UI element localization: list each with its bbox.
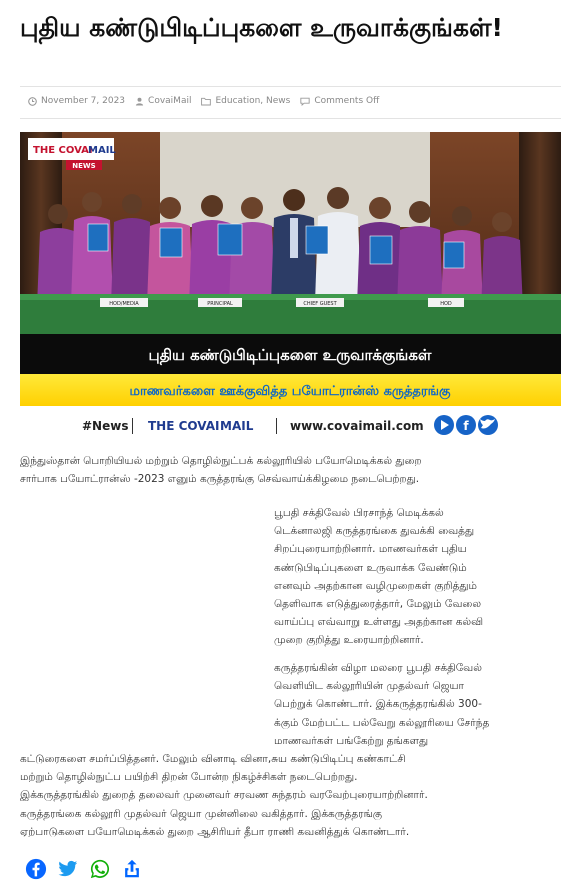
user-icon bbox=[135, 97, 144, 106]
paragraph-4: கட்டுரைகளை சமர்ப்பித்தனர். மேலும் வினாடி வினா,சுய கண்டுபிடிப்பு கண்காட்சி மற்றும் தொழில்நுட்ப பயிற்சி திறன் போன்ற நிகழ்ச்சிகள் நடைபெற்றது. இக்கருத்தரங்கில் துறைத் தலைவர் முனைவர் சரவண சுந்தரம் வரவேற்புரையாற்றினார். கருத்தரங்கை கல்லூரி முதல்வர் ஜெயா முன்னிலை வகித்தார். இக்கருத்தரங்கு ஏற்பாடுகளை பயோமெடிக்கல் துறை ஆசிரியர் தீபா ராணி கவனித்துக் கொண்டார். bbox=[20, 753, 428, 838]
footer-hashtag: #News bbox=[82, 419, 129, 433]
svg-text:NEWS: NEWS bbox=[72, 162, 96, 170]
svg-text:MAIL: MAIL bbox=[220, 419, 254, 433]
twitter-icon bbox=[57, 858, 79, 880]
svg-text:HOD/MEDIA: HOD/MEDIA bbox=[109, 301, 139, 307]
svg-text:THE COVAI: THE COVAI bbox=[33, 145, 93, 156]
whatsapp-icon bbox=[89, 858, 111, 880]
comment-icon bbox=[300, 97, 310, 106]
post-date-group bbox=[28, 96, 125, 106]
share-buttons bbox=[24, 857, 152, 881]
paragraph-1: இந்துஸ்தான் பொறியியல் மற்றும் தொழில்நுட்பக் கல்லூரியில் பயோமெடிக்கல் துறை சார்பாக பயோட்ரான்ஸ் -2023 எனும் கருத்தரங்கு செவ்வாய்க்கிழமை நடைபெற்றது. bbox=[20, 455, 422, 486]
share-generic-button[interactable] bbox=[120, 857, 144, 881]
post-categories-group bbox=[201, 96, 290, 106]
folder-icon bbox=[201, 97, 211, 106]
share-twitter-button[interactable] bbox=[56, 857, 80, 881]
post-title: புதிய கண்டுபிடிப்புகளை உருவாக்குங்கள்! bbox=[20, 13, 503, 42]
comments-status: Comments Off bbox=[314, 96, 380, 106]
category-link-education[interactable]: Education bbox=[215, 96, 261, 106]
post-comments-group bbox=[300, 96, 379, 106]
banner-subheadline: மாணவர்களை ஊக்குவித்த பயோட்ரான்ஸ் கருத்தரங்கு bbox=[129, 384, 451, 399]
featured-image bbox=[20, 132, 561, 444]
clock-icon bbox=[28, 97, 37, 106]
facebook-icon bbox=[25, 858, 47, 880]
svg-text:MAIL: MAIL bbox=[88, 145, 116, 156]
paragraph-3: கருத்தரங்கின் விழா மலரை பூபதி சக்திவேல் வெளியிட கல்லூரியின் முதல்வர் ஜெயா பெற்றுக் கொண்டார். இக்கருத்தரங்கில் 300- க்கும் மேற்பட்ட பல்வேறு கல்லூரியை சேர்ந்த மாணவர்கள் பங்கேற்று தங்களது bbox=[274, 662, 490, 747]
category-separator: , bbox=[260, 96, 267, 106]
meta-bottom-divider bbox=[20, 118, 561, 119]
social-logos bbox=[434, 415, 498, 435]
banner-headline: புதிய கண்டுபிடிப்புகளை உருவாக்குங்கள் bbox=[148, 346, 432, 364]
post-author[interactable]: CovaiMail bbox=[148, 96, 192, 106]
footer-url: www.covaimail.com bbox=[290, 419, 424, 433]
facebook-logo-icon: f bbox=[463, 419, 469, 433]
svg-text:HOD: HOD bbox=[440, 301, 452, 307]
share-facebook-button[interactable] bbox=[24, 857, 48, 881]
post-date[interactable]: November 7, 2023 bbox=[41, 96, 126, 106]
footer-brand: THE COVAI bbox=[148, 419, 220, 433]
paragraph-2: பூபதி சக்திவேல் பிரசாந்த் மெடிக்கல் டெக்னாலஜி கருத்தரங்கை துவக்கி வைத்து சிறப்புரையாற்றினார். மாணவர்கள் புதிய கண்டுபிடிப்புகளை உருவாக்க வேண்டும் எனவும் அதற்கான வழிமுறைகள் குறித்தும் தெளிவாக எடுத்துரைத்தார், மேலும் வேலை வாய்ப்பு எவ்வாறு உள்ளது அதற்கான கல்வி முறை குறித்து உரையாற்றினார். bbox=[274, 507, 484, 647]
meta-top-divider bbox=[20, 86, 561, 87]
share-icon bbox=[121, 858, 143, 880]
share-whatsapp-button[interactable] bbox=[88, 857, 112, 881]
category-link-news[interactable]: News bbox=[266, 96, 291, 106]
post-author-group bbox=[135, 96, 191, 106]
post-meta bbox=[28, 96, 389, 106]
svg-text:PRINCIPAL: PRINCIPAL bbox=[207, 301, 233, 307]
svg-text:CHIEF GUEST: CHIEF GUEST bbox=[303, 301, 337, 307]
